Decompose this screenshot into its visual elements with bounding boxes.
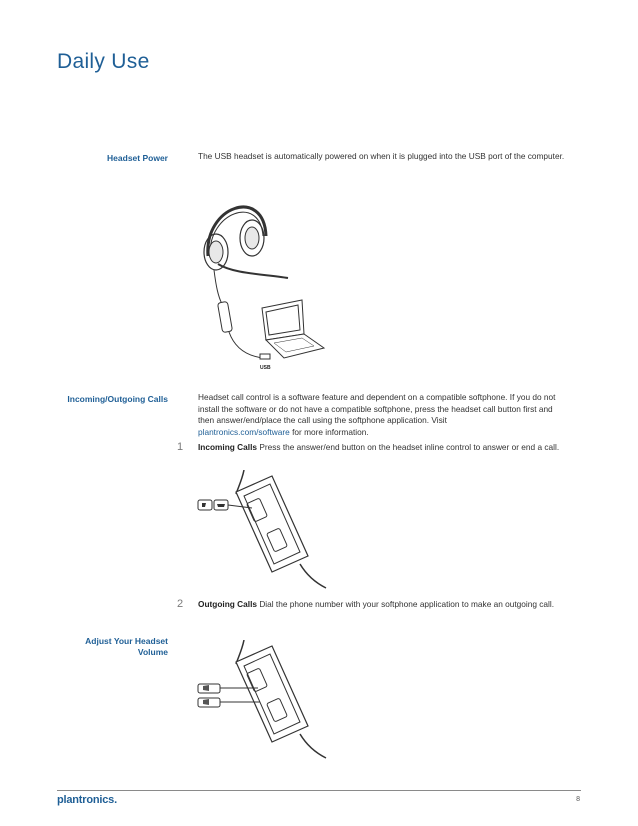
headset-power-text: The USB headset is automatically powered on when it is plugged into the USB port of the computer. <box>198 151 565 161</box>
usb-label: USB <box>260 365 271 371</box>
step-number-1: 1 <box>177 441 184 453</box>
inline-control-answer-illustration <box>196 470 336 590</box>
headset-laptop-illustration <box>194 186 344 376</box>
incoming-outgoing-text: Headset call control is a software feature and dependent on a compatible softphone. If you do not install the software or do not have a compatible softphone, press the headset call button first and then answer/end/place the call using the softphone application. Visit plantronics.com/software for more information. <box>198 392 556 437</box>
software-link[interactable]: plantronics.com/software <box>198 426 290 437</box>
step1-text: Incoming Calls Press the answer/end button on the headset inline control to answer or end a call. <box>198 442 560 452</box>
plantronics-logo: plantronics. <box>57 794 117 806</box>
page-number: 8 <box>576 796 580 803</box>
section-label-headset-power: Headset Power <box>107 153 168 163</box>
page-title: Daily Use <box>57 50 150 73</box>
section-label-incoming-outgoing: Incoming/Outgoing Calls <box>67 394 168 404</box>
step-number-2: 2 <box>177 598 184 610</box>
section-label-adjust-volume: Adjust Your Headset Volume <box>85 636 168 657</box>
footer-rule <box>57 790 581 791</box>
step2-text: Outgoing Calls Dial the phone number with your softphone application to make an outgoing call. <box>198 599 555 609</box>
inline-control-volume-illustration <box>196 640 336 760</box>
